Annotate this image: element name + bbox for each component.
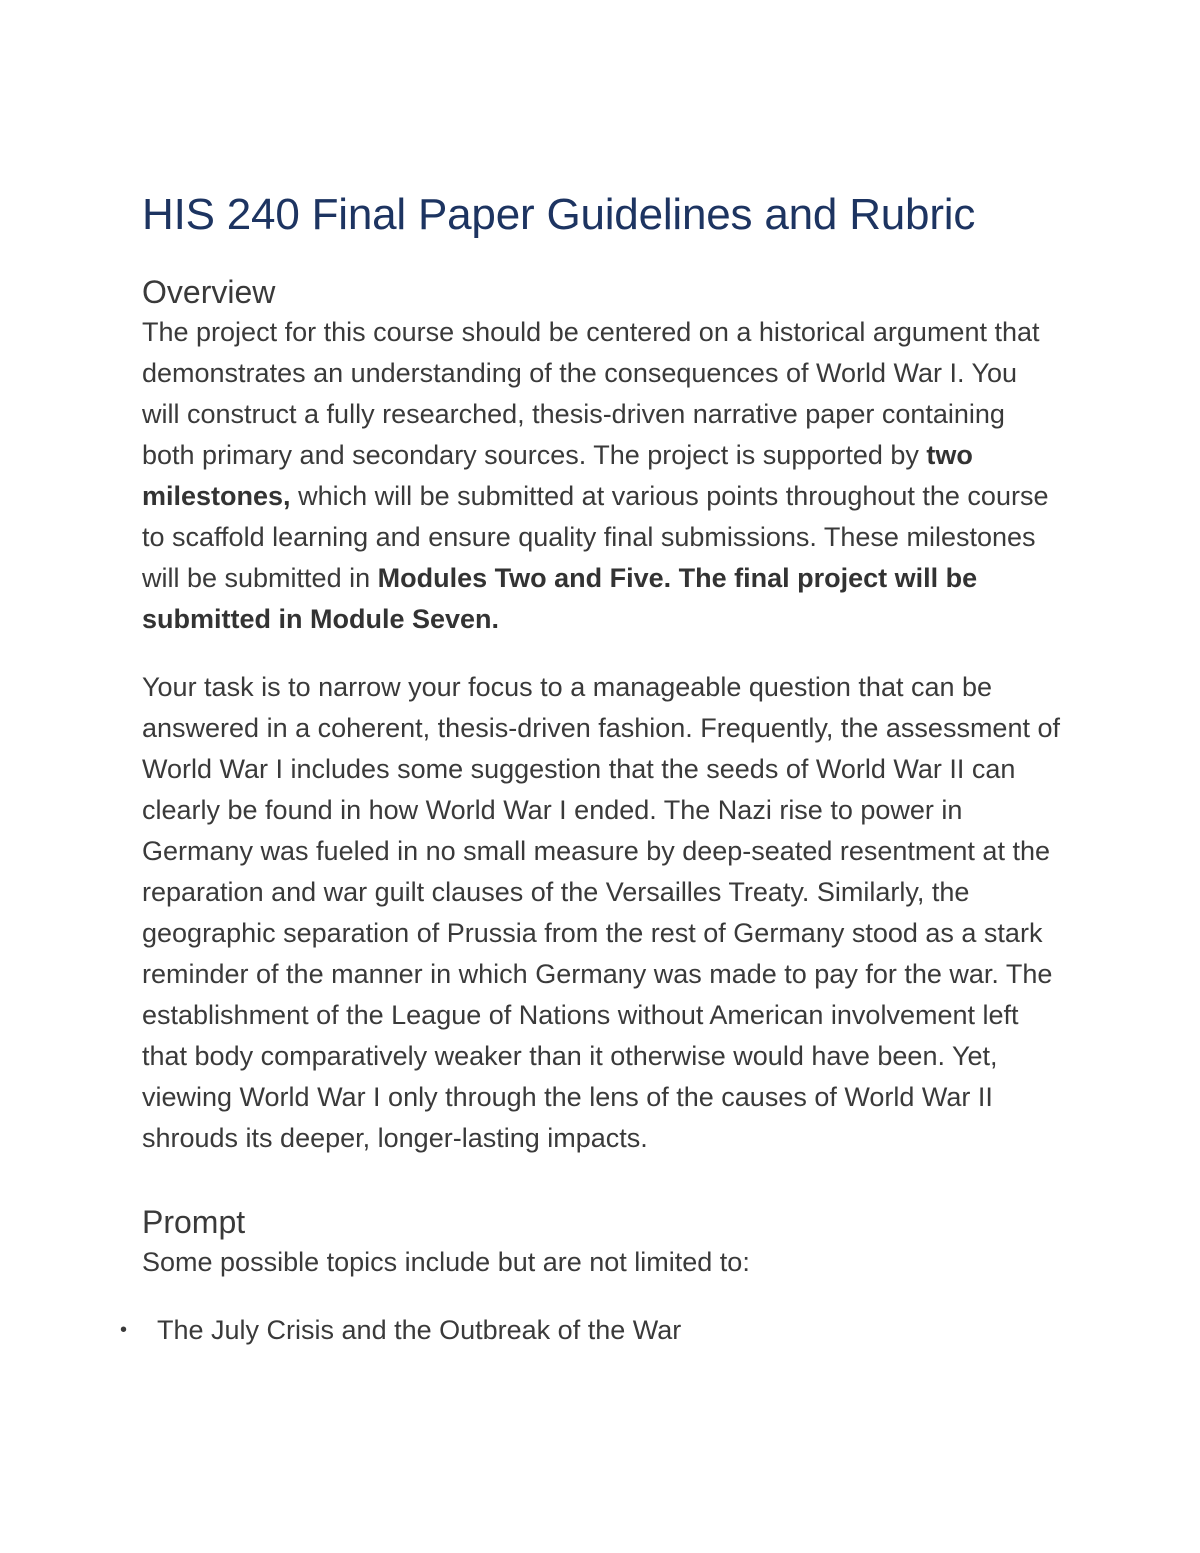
topic-text: The July Crisis and the Outbreak of the War xyxy=(157,1315,682,1345)
prompt-intro: Some possible topics include but are not limited to: xyxy=(142,1247,750,1277)
page-title: HIS 240 Final Paper Guidelines and Rubric xyxy=(142,190,976,239)
bullet-icon: • xyxy=(120,1319,128,1341)
overview-heading: Overview xyxy=(142,274,276,310)
prompt-heading: Prompt xyxy=(142,1204,246,1240)
overview-text-part: The project for this course should be centered on a historical argument that demonstrates an understanding of the consequences of World War I. You will construct a fully researched, thesis-driven narrative paper containing both primary and secondary sources. The project is supported by xyxy=(142,317,1040,470)
document-page xyxy=(120,188,1062,1351)
modules-emphasis: Modules Two and Five. The final project will be submitted in Module Seven. xyxy=(142,563,978,634)
topics-list xyxy=(120,1310,1062,1351)
list-item xyxy=(120,1310,1062,1351)
overview-paragraph-1 xyxy=(142,312,1062,640)
overview-text-part: which will be submitted at various points throughout the course to scaffold learning and ensure quality final submissions. These milestones will be submitted in xyxy=(142,481,1049,593)
milestones-emphasis: two milestones, xyxy=(142,440,973,511)
overview-paragraph-2: Your task is to narrow your focus to a manageable question that can be answered in a coherent, thesis-driven fashion. Frequently, the assessment of World War I includes some suggestion that the seeds of World War II can clearly be found in how World War I ended. The Nazi rise to power in Germany was fueled in no small measure by deep-seated resentment at the reparation and war guilt clauses of the Versailles Treaty. Similarly, the geographic separation of Prussia from the rest of Germany stood as a stark reminder of the manner in which Germany was made to pay for the war. The establishment of the League of Nations without American involvement left that body comparatively weaker than it otherwise would have been. Yet, viewing World War I only through the lens of the causes of World War II shrouds its deeper, longer-lasting impacts. xyxy=(142,672,1060,1153)
